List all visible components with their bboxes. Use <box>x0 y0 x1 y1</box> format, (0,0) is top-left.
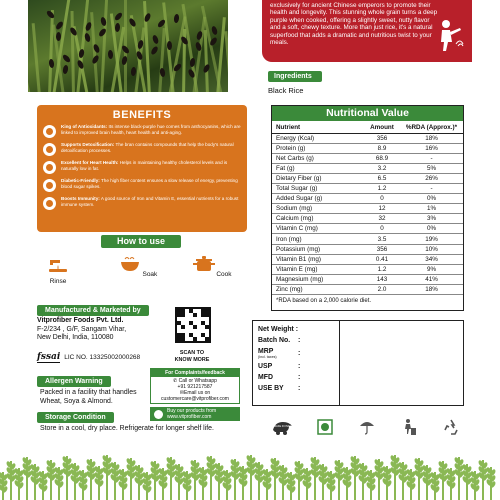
nutrition-row <box>272 164 463 174</box>
email-label: Email us on <box>184 390 211 396</box>
step-label: Cook <box>216 271 232 278</box>
manufacturer-name: Vitprofiber Foods Pvt. Ltd. <box>37 317 124 324</box>
benefit-text: Helps in maintaining healthy cholesterol levels and is naturally low in fat. <box>61 160 228 171</box>
nutrition-row <box>272 154 463 164</box>
nutrient-amount: 356 <box>376 245 388 253</box>
use-by-label: USE BY <box>258 385 284 392</box>
step-label: Rinse <box>49 278 67 285</box>
promo-box <box>262 0 472 62</box>
qr-code[interactable] <box>175 307 211 343</box>
dispose-responsibly-icon <box>397 416 421 438</box>
keep-dry-icon <box>355 416 379 438</box>
benefit-text: The high fiber content ensures a slow release of energy, preventing blood sugar spikes. <box>61 178 238 189</box>
nutrition-header-row <box>272 121 463 134</box>
nutrient-amount: 2.0 <box>377 285 387 293</box>
phone-label: Call or Whatsapp <box>178 378 217 384</box>
buy-line: Buy our products from <box>167 408 217 414</box>
nutrient-rda: 16% <box>425 145 438 153</box>
nutrient-name: Zinc (mg) <box>276 285 303 293</box>
phone-number[interactable]: +91 921217587 <box>177 384 213 390</box>
benefit-head: King of Antioxidants: <box>61 124 108 129</box>
benefit-head: Boosts Immunity: <box>61 196 100 201</box>
nutrition-row <box>272 174 463 184</box>
complaints-head: For Complaints/feedback <box>151 369 239 377</box>
col-amount: Amount <box>370 124 394 131</box>
bowl-icon <box>119 256 141 272</box>
step-label: Soak <box>142 271 158 278</box>
step-rinse <box>38 256 78 285</box>
nutrient-rda: 41% <box>425 275 438 283</box>
allergen-title: Allergen Warning <box>37 376 111 387</box>
ingredients-title: Ingredients <box>268 71 322 82</box>
nutrient-amount: 143 <box>376 275 388 283</box>
tap-icon <box>47 256 69 272</box>
phone-icon: ✆ <box>173 378 178 384</box>
benefit-text: Its intense black-purple hue comes from anthocyanins, which are linked to improved brain health, heart health and anti-aging. <box>61 124 241 135</box>
nutrition-row <box>272 224 463 234</box>
nutrient-rda: 18% <box>425 285 438 293</box>
nutrient-amount: 6.5 <box>377 175 387 183</box>
website-link[interactable]: www.vitprofiber.com <box>167 414 212 420</box>
mfd-label: MFD <box>258 374 273 381</box>
nutrient-amount: 1.2 <box>377 265 387 273</box>
benefits-title: BENEFITS <box>112 109 172 121</box>
nutrient-rda: 0% <box>426 225 437 233</box>
nutrient-amount: 68.9 <box>375 155 389 163</box>
storage-title: Storage Condition <box>37 412 114 423</box>
manufacturer-address: F-2/234 , G/F, Sangam Vihar, <box>37 325 127 333</box>
nutrition-row <box>272 245 463 255</box>
detox-icon <box>43 143 56 156</box>
nutrient-amount: 3.5 <box>377 235 387 243</box>
nutrient-rda: 19% <box>425 235 438 243</box>
nutrient-amount: 12 <box>378 205 386 213</box>
nutrition-footnote: *RDA based on a 2,000 calorie diet. <box>276 297 372 304</box>
batch-details: Net Weight : Batch No. : MRP (Incl. taxes) : USP : MFD : USE BY : <box>252 320 340 406</box>
nutrient-name: Protein (g) <box>276 145 306 153</box>
glucose-icon <box>43 179 56 192</box>
nutrition-row <box>272 275 463 285</box>
allergen-text: Packed in a facility that handles Wheat, Soya & Almond. <box>40 389 137 405</box>
nutrition-row <box>272 204 463 214</box>
nutrient-name: Dietary Fiber (g) <box>276 175 322 183</box>
email-icon: ✉ <box>179 390 185 396</box>
heart-icon <box>43 161 56 174</box>
benefit-head: Supports Detoxification: <box>61 142 115 147</box>
step-cook <box>192 256 232 278</box>
nutrition-row <box>272 265 463 275</box>
nutrient-rda: 5% <box>426 165 437 173</box>
cooking-pot-icon <box>193 256 215 272</box>
scan-to-know-more: SCAN TO KNOW MORE <box>174 350 210 363</box>
net-weight-label: Net Weight : <box>258 326 299 333</box>
nutrition-row <box>272 214 463 224</box>
ingredients-value: Black Rice <box>268 86 304 95</box>
nutrition-rows <box>272 134 463 295</box>
recycle-icon <box>439 416 463 438</box>
nutrient-name: Fat (g) <box>276 165 295 173</box>
brain-icon <box>43 125 56 138</box>
immunity-icon <box>43 197 56 210</box>
benefit-item <box>43 178 241 192</box>
nutrient-name: Magnesium (mg) <box>276 275 324 283</box>
nutrition-row <box>272 144 463 154</box>
nutrient-rda: - <box>430 155 433 163</box>
benefit-text: A good source of Iron and Vitamin E, essential nutrients for a robust immune system. <box>61 196 239 207</box>
promo-text: exclusively for ancient Chinese emperors to promote their health and longevity. This stunning whole grain turns a deep purple when cooked, offering a slightly sweet, nutty flavor and a soft, chewy texture. More than just rice, it's a natural superfood that adds a dramatic and nutritious twist to your meals. <box>270 2 438 47</box>
manufacturer-address: New Delhi, India, 110080 <box>37 334 114 342</box>
nutrient-name: Vitamin C (mg) <box>276 225 318 233</box>
nutrient-amount: 356 <box>376 135 388 143</box>
nutrient-name: Sodium (mg) <box>276 205 313 213</box>
nutrient-rda: 26% <box>425 175 438 183</box>
nutrition-row <box>272 285 463 295</box>
nutrient-amount: 8.9 <box>377 145 387 153</box>
nutrient-rda: 18% <box>425 135 438 143</box>
nutrient-amount: 32 <box>378 215 386 223</box>
col-rda: %RDA (Approx.)* <box>405 124 458 131</box>
cart-icon <box>154 410 163 419</box>
nutrient-amount: 0 <box>380 195 384 203</box>
manufacturer-title: Manufactured & Marketed by <box>37 305 149 316</box>
rice-plant-photo <box>28 0 228 92</box>
batch-label: Batch No. <box>258 337 291 344</box>
col-nutrient: Nutrient <box>276 124 301 131</box>
nutrient-name: Energy (Kcal) <box>276 135 315 143</box>
fssai-logo: fssai <box>37 352 61 362</box>
benefit-text: The bran contains compounds that help the body's natural detoxification processes. <box>61 142 234 153</box>
nutrient-rda: - <box>430 185 433 193</box>
nutrient-rda: 9% <box>426 265 437 273</box>
benefits-panel <box>37 105 247 232</box>
blank-print-area <box>340 320 464 406</box>
fssai-license <box>37 352 140 363</box>
storage-text: Store in a cool, dry place. Refrigerate for longer shelf life. <box>40 425 214 432</box>
manufacturer-info <box>37 317 167 343</box>
nutrient-name: Net Carbs (g) <box>276 155 314 163</box>
benefit-head: Excellent for Heart Health: <box>61 160 119 165</box>
email-address[interactable]: customercare@vitprofiber.com <box>161 396 229 402</box>
nutrient-name: Total Sugar (g) <box>276 185 318 193</box>
nutrient-name: Added Sugar (g) <box>276 195 323 203</box>
nutrition-title: Nutritional Value <box>272 106 463 121</box>
nutrition-row <box>272 234 463 244</box>
how-to-use-title: How to use <box>101 235 181 248</box>
make-in-india-icon <box>271 416 295 438</box>
nutrient-rda: 10% <box>425 245 438 253</box>
nutrition-row <box>272 255 463 265</box>
nutrient-rda: 0% <box>426 195 437 203</box>
benefit-item <box>43 196 241 210</box>
nutrient-amount: 3.2 <box>377 165 387 173</box>
nutrient-name: Vitamin E (mg) <box>276 265 318 273</box>
nutrition-row <box>272 194 463 204</box>
nutrient-rda: 34% <box>425 255 438 263</box>
nutrition-row <box>272 184 463 194</box>
benefit-item <box>43 124 241 138</box>
benefit-item <box>43 160 241 174</box>
usp-label: USP <box>258 363 273 370</box>
wheat-border-decoration <box>0 448 500 500</box>
nutrient-amount: 0.41 <box>375 255 389 263</box>
nutrient-name: Vitamin B1 (mg) <box>276 255 322 263</box>
nutrient-amount: 1.2 <box>377 185 387 193</box>
nutrition-table <box>271 105 464 311</box>
farmer-icon <box>434 18 464 52</box>
benefit-item <box>43 142 241 156</box>
nutrient-amount: 0 <box>380 225 384 233</box>
make-in-india-text: MAKE IN INDIA <box>273 425 293 428</box>
complaints-box <box>150 368 240 404</box>
mrp-sub: (Incl. taxes) <box>258 355 277 359</box>
nutrient-name: Calcium (mg) <box>276 215 314 223</box>
benefit-head: Diabetic-Friendly: <box>61 178 100 183</box>
nutrient-name: Iron (mg) <box>276 235 302 243</box>
mrp-label: MRP <box>258 348 274 355</box>
nutrient-rda: 3% <box>426 215 437 223</box>
veg-symbol-icon <box>313 416 337 438</box>
nutrient-name: Potassium (mg) <box>276 245 321 253</box>
step-soak <box>118 256 158 278</box>
badge-row <box>262 414 472 440</box>
nutrient-rda: 1% <box>426 205 437 213</box>
nutrition-row <box>272 134 463 144</box>
license-number: LIC NO. 13325002000268 <box>64 354 141 361</box>
buy-online-banner[interactable] <box>150 407 240 421</box>
